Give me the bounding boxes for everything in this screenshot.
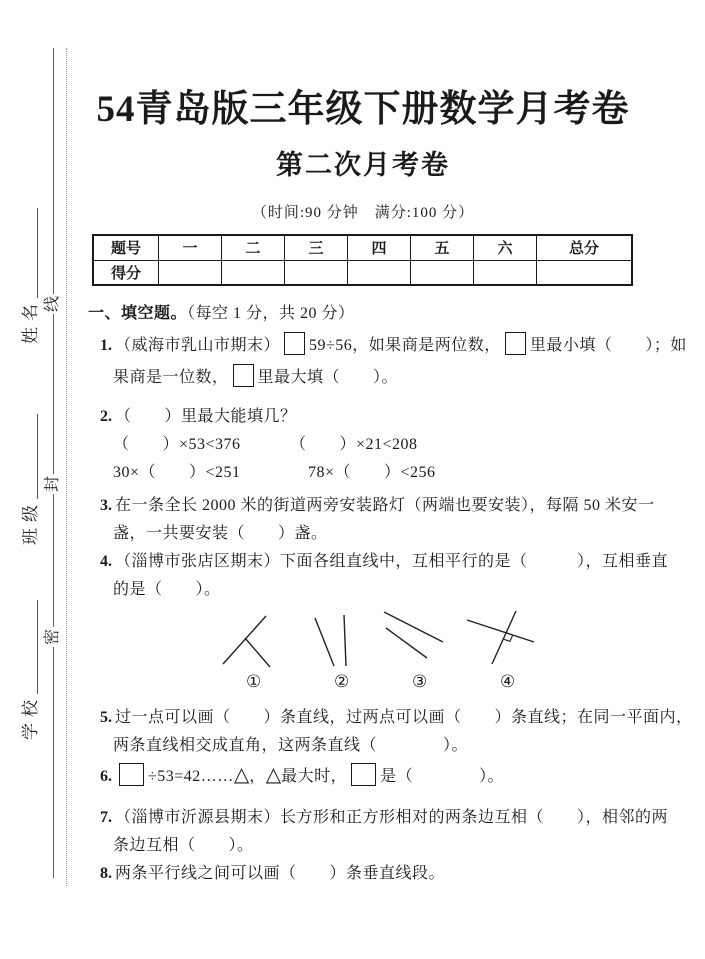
col-header-2: 二 <box>222 235 285 260</box>
question-1-line-2 <box>113 364 398 387</box>
figure4-line <box>467 620 534 642</box>
question-4-line-2 <box>113 576 221 599</box>
class-blank-line <box>35 414 38 499</box>
q2-expression: （ ）×21<208 <box>290 436 418 453</box>
score-table-header-row <box>93 235 632 260</box>
figure2-line <box>344 615 346 666</box>
q7-text: 条边互相（ ）。 <box>113 837 254 854</box>
q2-expression: （ ）×53<376 <box>113 436 241 453</box>
q1-blank-box-1 <box>284 332 305 355</box>
seal-char-xian: 线 <box>41 294 65 314</box>
q1-blank-box-3 <box>233 364 254 387</box>
q7-number: 7. <box>100 809 112 826</box>
score-table-score-row <box>93 260 632 285</box>
question-7-line-2 <box>113 832 254 855</box>
figure3-line <box>384 612 443 642</box>
q4-text: 的是（ ）。 <box>113 581 221 598</box>
q3-number: 3. <box>100 497 112 514</box>
q8-number: 8. <box>100 865 112 882</box>
exam-subtitle: 第二次月考卷 <box>276 150 450 180</box>
q7-text: （淄博市沂源县期末）长方形和正方形相对的两条边互相（ ），相邻的两 <box>115 809 669 826</box>
score-cell <box>474 260 537 285</box>
question-2-line-2b <box>290 431 418 454</box>
col-header-5: 五 <box>411 235 474 260</box>
class-label: 班级 <box>21 499 40 545</box>
q6-blank-box-1 <box>119 763 144 786</box>
section-one-heading <box>88 300 355 323</box>
figure2-line <box>315 618 334 666</box>
figure4-line <box>492 611 516 664</box>
page-title: 54青岛版三年级下册数学月考卷 <box>96 89 630 130</box>
student-info-fields <box>16 170 46 740</box>
q8-text: 两条平行线之间可以画（ ）条垂直线段。 <box>115 865 446 882</box>
score-cell <box>411 260 474 285</box>
col-header-total: 总分 <box>537 235 633 260</box>
question-5-line-1 <box>100 704 693 727</box>
question-5-line-2 <box>113 732 468 755</box>
question-2-line-2a <box>113 431 241 454</box>
q4-number: 4. <box>100 553 112 570</box>
col-header-3: 三 <box>285 235 348 260</box>
figure1-label: ① <box>246 672 262 691</box>
figure3-label: ③ <box>412 672 428 691</box>
q2-number: 2. <box>100 408 112 425</box>
figure3-line <box>386 628 427 658</box>
q1-text: 里最小填（ ）；如 <box>529 337 687 354</box>
score-table-corner: 题号 <box>93 235 159 260</box>
seal-char-mi: 密 <box>41 627 65 647</box>
score-cell <box>159 260 222 285</box>
q4-text: （淄博市张店区期末）下面各组直线中，互相平行的是（ ），互相垂直 <box>115 553 669 570</box>
question-8-line <box>100 860 445 883</box>
q6-number: 6. <box>100 768 112 785</box>
question-2-line-3b <box>308 459 436 482</box>
figure4-label: ④ <box>500 672 516 691</box>
q2-text: （ ）里最大能填几？ <box>115 408 297 425</box>
figure1-line <box>223 616 266 664</box>
q6-triangle-1: △ <box>233 764 250 786</box>
col-header-4: 四 <box>348 235 411 260</box>
q5-text: 两条直线相交成直角，这两条直线（ ）。 <box>113 737 469 754</box>
q6-text: 最大时， <box>281 768 348 785</box>
question-2-line-3a <box>113 459 241 482</box>
seal-dotted-line <box>66 48 67 886</box>
question-6-line <box>100 762 504 787</box>
q2-expression: 78×（ ）<256 <box>308 464 436 481</box>
q5-text: 过一点可以画（ ）条直线，过两点可以画（ ）条直线；在同一平面内， <box>115 709 693 726</box>
score-row-label: 得分 <box>93 260 159 285</box>
seal-char-feng: 封 <box>41 474 65 494</box>
name-blank-line <box>35 208 38 298</box>
school-blank-line <box>35 600 38 694</box>
seal-solid-line <box>53 48 54 878</box>
q6-text: 是（ ）。 <box>380 768 505 785</box>
col-header-6: 六 <box>474 235 537 260</box>
q6-triangle-2: △ <box>265 764 282 786</box>
figure1-line <box>245 638 270 667</box>
school-label: 学校 <box>21 694 40 740</box>
q1-text: 果商是一位数， <box>113 369 229 386</box>
name-label: 姓名 <box>21 298 40 344</box>
q1-number: 1. <box>100 337 112 354</box>
q3-text: 盏，一共要安装（ ）盏。 <box>113 525 328 542</box>
q2-expression: 30×（ ）<251 <box>113 464 241 481</box>
line-pairs-diagram <box>180 600 600 672</box>
section-note: （每空 1 分，共 20 分） <box>187 305 355 322</box>
q6-blank-box-2 <box>351 763 376 786</box>
question-7-line-1 <box>100 804 668 827</box>
question-2-line-1 <box>100 403 297 426</box>
q6-text: ， <box>249 768 266 785</box>
q3-text: 在一条全长 2000 米的街道两旁安装路灯（两端也要安装），每隔 50 米安一 <box>115 497 655 514</box>
exam-meta: （时间:90 分钟 满分:100 分） <box>251 205 475 221</box>
figure2-label: ② <box>334 672 350 691</box>
score-cell <box>348 260 411 285</box>
q1-blank-box-2 <box>505 332 526 355</box>
q6-text: ÷53=42…… <box>148 768 234 785</box>
question-3-line-1 <box>100 492 655 515</box>
q1-text: 里最大填（ ）。 <box>257 369 399 386</box>
score-table <box>92 234 633 286</box>
question-1-line-1 <box>100 332 687 355</box>
score-cell <box>222 260 285 285</box>
q1-text: （威海市乳山市期末） <box>115 337 281 354</box>
section-title: 一、填空题。 <box>88 305 188 322</box>
score-cell-total <box>537 260 633 285</box>
question-3-line-2 <box>113 520 328 543</box>
question-4-line-1 <box>100 548 668 571</box>
q5-number: 5. <box>100 709 112 726</box>
col-header-1: 一 <box>159 235 222 260</box>
q1-text: 59÷56，如果商是两位数， <box>309 337 501 354</box>
score-cell <box>285 260 348 285</box>
